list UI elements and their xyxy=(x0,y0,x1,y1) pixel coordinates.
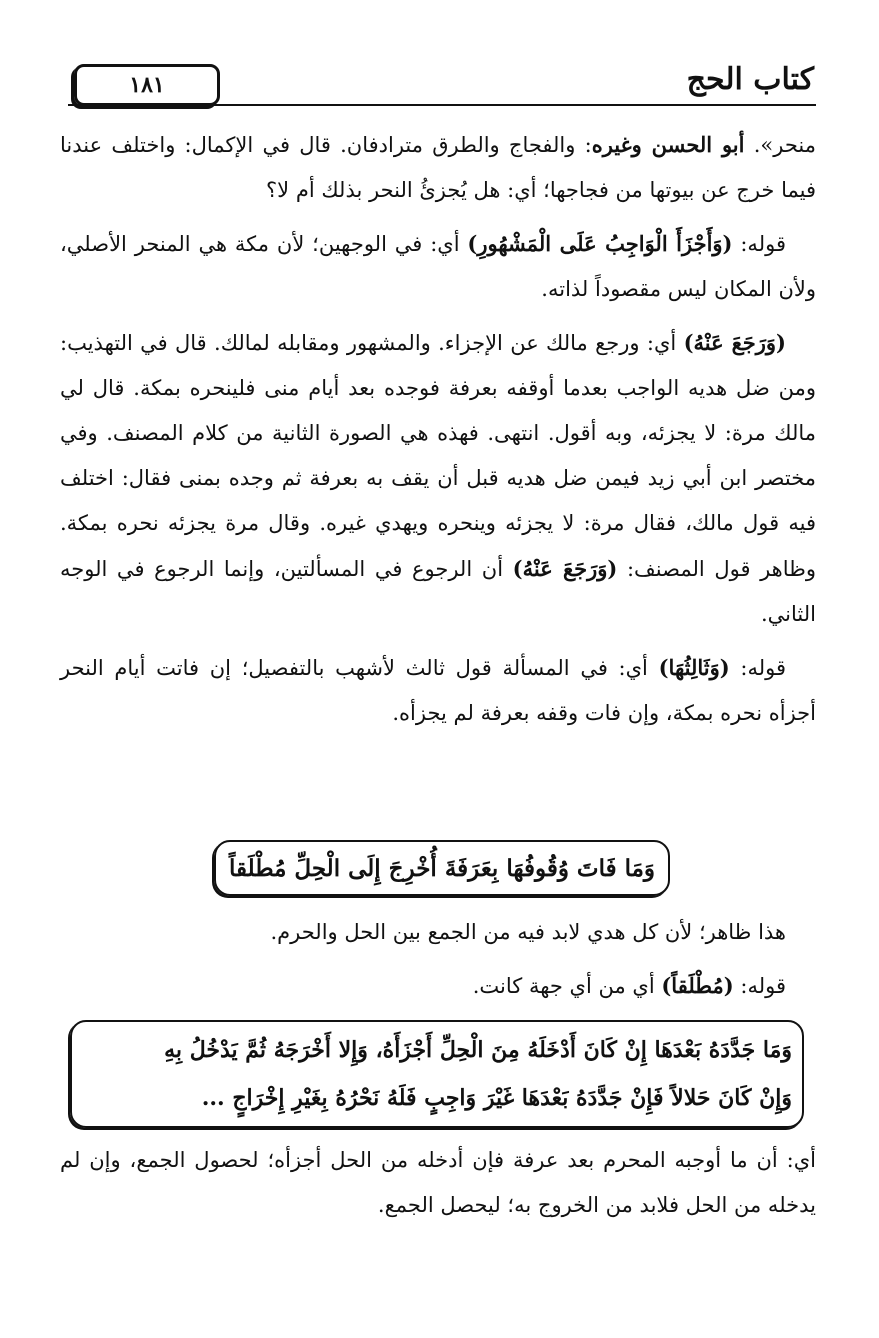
header-rule xyxy=(68,104,816,106)
paragraph: قوله: (مُطْلَقاً) أي من أي جهة كانت. xyxy=(472,973,786,998)
paragraph: (وَرَجَعَ عَنْهُ) أي: ورجع مالك عن الإجزاء. والمشهور ومقابله لمالك. قال في التهذيب: ومن ضل هديه الواجب بعدما أوقفه بعرفة فوجده بعد أيام منى فلينحره بمكة. قال لي مالك مرة: لا يجزئه، وبه أقول. انتهى. فهذه هي الصورة الثانية من كلام المصنف. وفي مختصر ابن أبي زيد فيمن ضل هديه قبل أن يقف به بعرفة ثم وجده بمنى فقال: اختلف فيه قول مالك، فقال مرة: لا يجزئه وينحره ويهدي غيره. وقال مرة يجزئه نحره بمكة. وظاهر قول المصنف: (وَرَجَعَ عَنْهُ) أن الرجوع في المسألتين، وإنما الرجوع في الوجه الثاني. xyxy=(60,330,817,626)
commentary-section-2 xyxy=(60,910,816,1009)
quoted-matn: (مُطْلَقاً) xyxy=(661,973,734,998)
matn-line: وَإِنْ كَانَ حَلالاً فَإِنْ جَدَّدَهُ بَعْدَهَا غَيْرَ وَاجِبٍ فَلَهُ نَحْرُهُ بِغَيْرِ إِخْرَاجٍ ... xyxy=(201,1085,792,1111)
quoted-matn: (وَأَجْزَأَ الْوَاجِبُ عَلَى الْمَشْهُورِ) xyxy=(467,231,733,256)
book-title: كتاب الحج xyxy=(686,62,814,97)
page-header xyxy=(68,62,816,108)
commentary-section-3 xyxy=(60,1138,816,1228)
commentary-section-1 xyxy=(60,122,816,736)
page-number: ١٨١ xyxy=(74,64,220,106)
paragraph: قوله: (وَأَجْزَأَ الْوَاجِبُ عَلَى الْمَشْهُورِ) أي: في الوجهين؛ لأن مكة هي المنحر الأصلي، ولأن المكان ليس مقصوداً لذاته. xyxy=(60,231,816,301)
paragraph: منحر». أبو الحسن وغيره: والفجاج والطرق مترادفان. قال في الإكمال: واختلف عندنا فيما خرج عن بيوتها من فجاجها؛ أي: هل يُجزئُ النحر بذلك أم لا؟ xyxy=(60,132,816,202)
quoted-matn: (وَرَجَعَ عَنْهُ) xyxy=(512,556,618,581)
paragraph: أي: أن ما أوجبه المحرم بعد عرفة فإن أدخله من الحل أجزأه؛ لحصول الجمع، وإن لم يدخله من الحل فلابد من الخروج به؛ ليحصل الجمع. xyxy=(60,1148,816,1217)
matn-line: وَمَا جَدَّدَهُ بَعْدَهَا إِنْ كَانَ أَدْخَلَهُ مِنَ الْحِلِّ أَجْزَأَهُ، وَإِلا أَخْرَجَهُ ثُمَّ يَدْخُلُ بِهِ xyxy=(164,1037,792,1063)
matn-text: وَمَا فَاتَ وُقُوفُهَا بِعَرَفَةَ أُخْرِجَ إِلَى الْحِلِّ مُطْلَقاً xyxy=(228,854,656,882)
bold-name: أبو الحسن وغيره xyxy=(591,132,745,157)
paragraph: قوله: (وَثَالِثُهَا) أي: في المسألة قول ثالث لأشهب بالتفصيل؛ إن فاتت أيام النحر أجزأه نحره بمكة، وإن فات وقفه بعرفة لم يجزأه. xyxy=(60,655,816,725)
quoted-matn: (وَرَجَعَ عَنْهُ) xyxy=(683,330,786,355)
matn-box xyxy=(70,1020,804,1128)
paragraph: هذا ظاهر؛ لأن كل هدي لابد فيه من الجمع بين الحل والحرم. xyxy=(270,920,786,944)
quoted-matn: (وَثَالِثُهَا) xyxy=(658,655,730,680)
matn-box xyxy=(214,840,670,896)
